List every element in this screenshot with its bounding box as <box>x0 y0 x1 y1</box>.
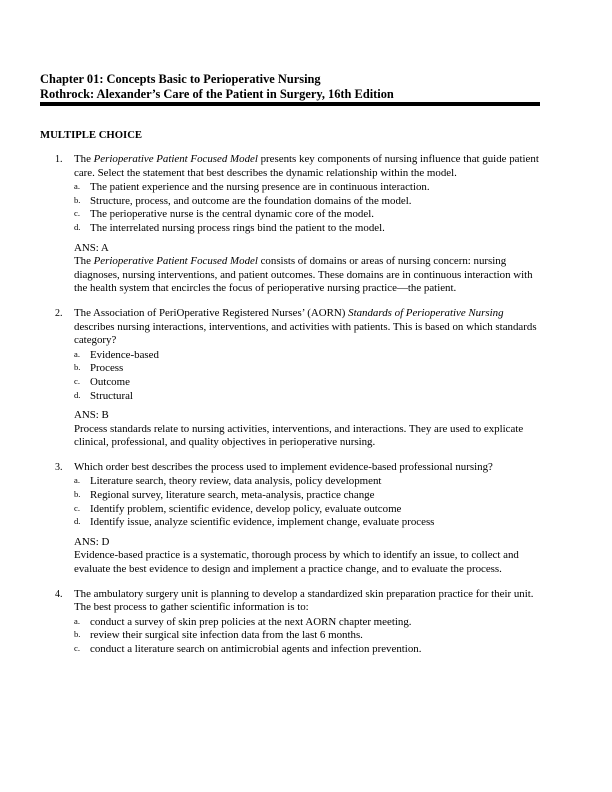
option-b <box>74 629 540 643</box>
question-4 <box>40 588 540 657</box>
answer-options <box>74 616 540 657</box>
option-letter: b. <box>74 362 81 373</box>
option-d <box>74 390 540 404</box>
answer-key: ANS: B <box>74 409 109 422</box>
option-letter: b. <box>74 194 81 205</box>
option-text: conduct a survey of skin prep policies at the next AORN chapter meeting. <box>90 615 412 628</box>
option-text: The patient experience and the nursing presence are in continuous interaction. <box>90 181 430 194</box>
question-stem: The Perioperative Patient Focused Model presents key components of nursing influence that guide patient care. Select the statement that best describes the dynamic relationship within the model. <box>74 153 539 179</box>
question-list <box>40 153 540 668</box>
question-stem: The ambulatory surgery unit is planning to develop a standardized skin preparation practice for their unit. The best process to gather scientific information is to: <box>74 587 534 614</box>
option-c <box>74 503 540 517</box>
header-rule <box>40 102 540 106</box>
option-text: Identify issue, analyze scientific evidence, implement change, evaluate process <box>90 516 435 529</box>
option-text: Process <box>90 362 124 375</box>
question-stem: The Association of PeriOperative Registered Nurses’ (AORN) Standards of Perioperative Nursing describes nursing interactions, interventions, and activities with patients. This is based on which standards category? <box>74 306 537 347</box>
option-a <box>74 181 540 195</box>
option-text: Regional survey, literature search, meta-analysis, practice change <box>90 489 375 502</box>
option-letter: d. <box>74 221 81 232</box>
option-letter: a. <box>74 475 80 486</box>
option-a <box>74 616 540 630</box>
option-text: Structural <box>90 389 133 402</box>
option-b <box>74 362 540 376</box>
answer-key: ANS: D <box>74 535 110 548</box>
option-text: conduct a literature search on antimicrobial agents and infection prevention. <box>90 643 422 655</box>
book-title: Rothrock: Alexander’s Care of the Patient in Surgery, 16th Edition <box>40 87 394 101</box>
option-letter: c. <box>74 375 80 386</box>
option-letter: c. <box>74 208 80 219</box>
question-number: 1. <box>55 154 63 165</box>
option-text: Structure, process, and outcome are the foundation domains of the model. <box>90 194 412 207</box>
answer-options <box>74 475 540 529</box>
question-number: 3. <box>55 461 63 473</box>
option-letter: a. <box>74 348 80 359</box>
option-letter: b. <box>74 489 81 500</box>
option-text: The interrelated nursing process rings bind the patient to the model. <box>90 221 385 234</box>
chapter-title: Chapter 01: Concepts Basic to Perioperative Nursing <box>40 72 321 86</box>
option-c <box>74 643 540 657</box>
option-text: Evidence-based <box>90 348 159 361</box>
option-d <box>74 222 540 236</box>
question-number: 2. <box>55 307 63 319</box>
option-a <box>74 475 540 489</box>
question-stem: Which order best describes the process used to implement evidence-based professional nursing? <box>74 460 493 473</box>
rationale: The Perioperative Patient Focused Model consists of domains or areas of nursing concern: nursing diagnoses, nursing interventions, and patient outcomes. These domains are in continuous interaction with the health system that encircles the focus of perioperative nursing practice—the patient. <box>74 255 533 295</box>
option-c <box>74 208 540 222</box>
option-letter: a. <box>74 615 80 626</box>
document-header <box>40 72 540 102</box>
answer-options <box>74 181 540 235</box>
rationale: Evidence-based practice is a systematic, thorough process by which to identify an issue, to collect and evaluate the best evidence to design and implement a practice change, and to evaluate the process. <box>74 549 519 576</box>
option-letter: d. <box>74 389 81 400</box>
answer-key: ANS: A <box>74 241 109 254</box>
option-d <box>74 516 540 530</box>
option-letter: a. <box>74 181 80 192</box>
option-text: review their surgical site infection data from the last 6 months. <box>90 629 363 642</box>
question-3 <box>40 461 540 577</box>
option-b <box>74 489 540 503</box>
option-text: Literature search, theory review, data analysis, policy development <box>90 475 382 488</box>
answer-options <box>74 349 540 403</box>
question-1 <box>40 153 540 296</box>
option-letter: c. <box>74 643 80 653</box>
option-text: The perioperative nurse is the central dynamic core of the model. <box>90 208 374 221</box>
option-letter: b. <box>74 629 81 640</box>
option-b <box>74 195 540 209</box>
question-2 <box>40 307 540 450</box>
option-letter: c. <box>74 502 80 513</box>
option-a <box>74 349 540 363</box>
option-letter: d. <box>74 516 81 527</box>
question-number: 4. <box>55 588 63 600</box>
rationale: Process standards relate to nursing activities, interventions, and interactions. They are used to explicate clinical, professional, and quality objectives in perioperative nursing. <box>74 422 524 449</box>
option-c <box>74 376 540 390</box>
option-text: Identify problem, scientific evidence, develop policy, evaluate outcome <box>90 502 402 515</box>
option-text: Outcome <box>90 375 130 388</box>
section-title: MULTIPLE CHOICE <box>40 129 143 141</box>
